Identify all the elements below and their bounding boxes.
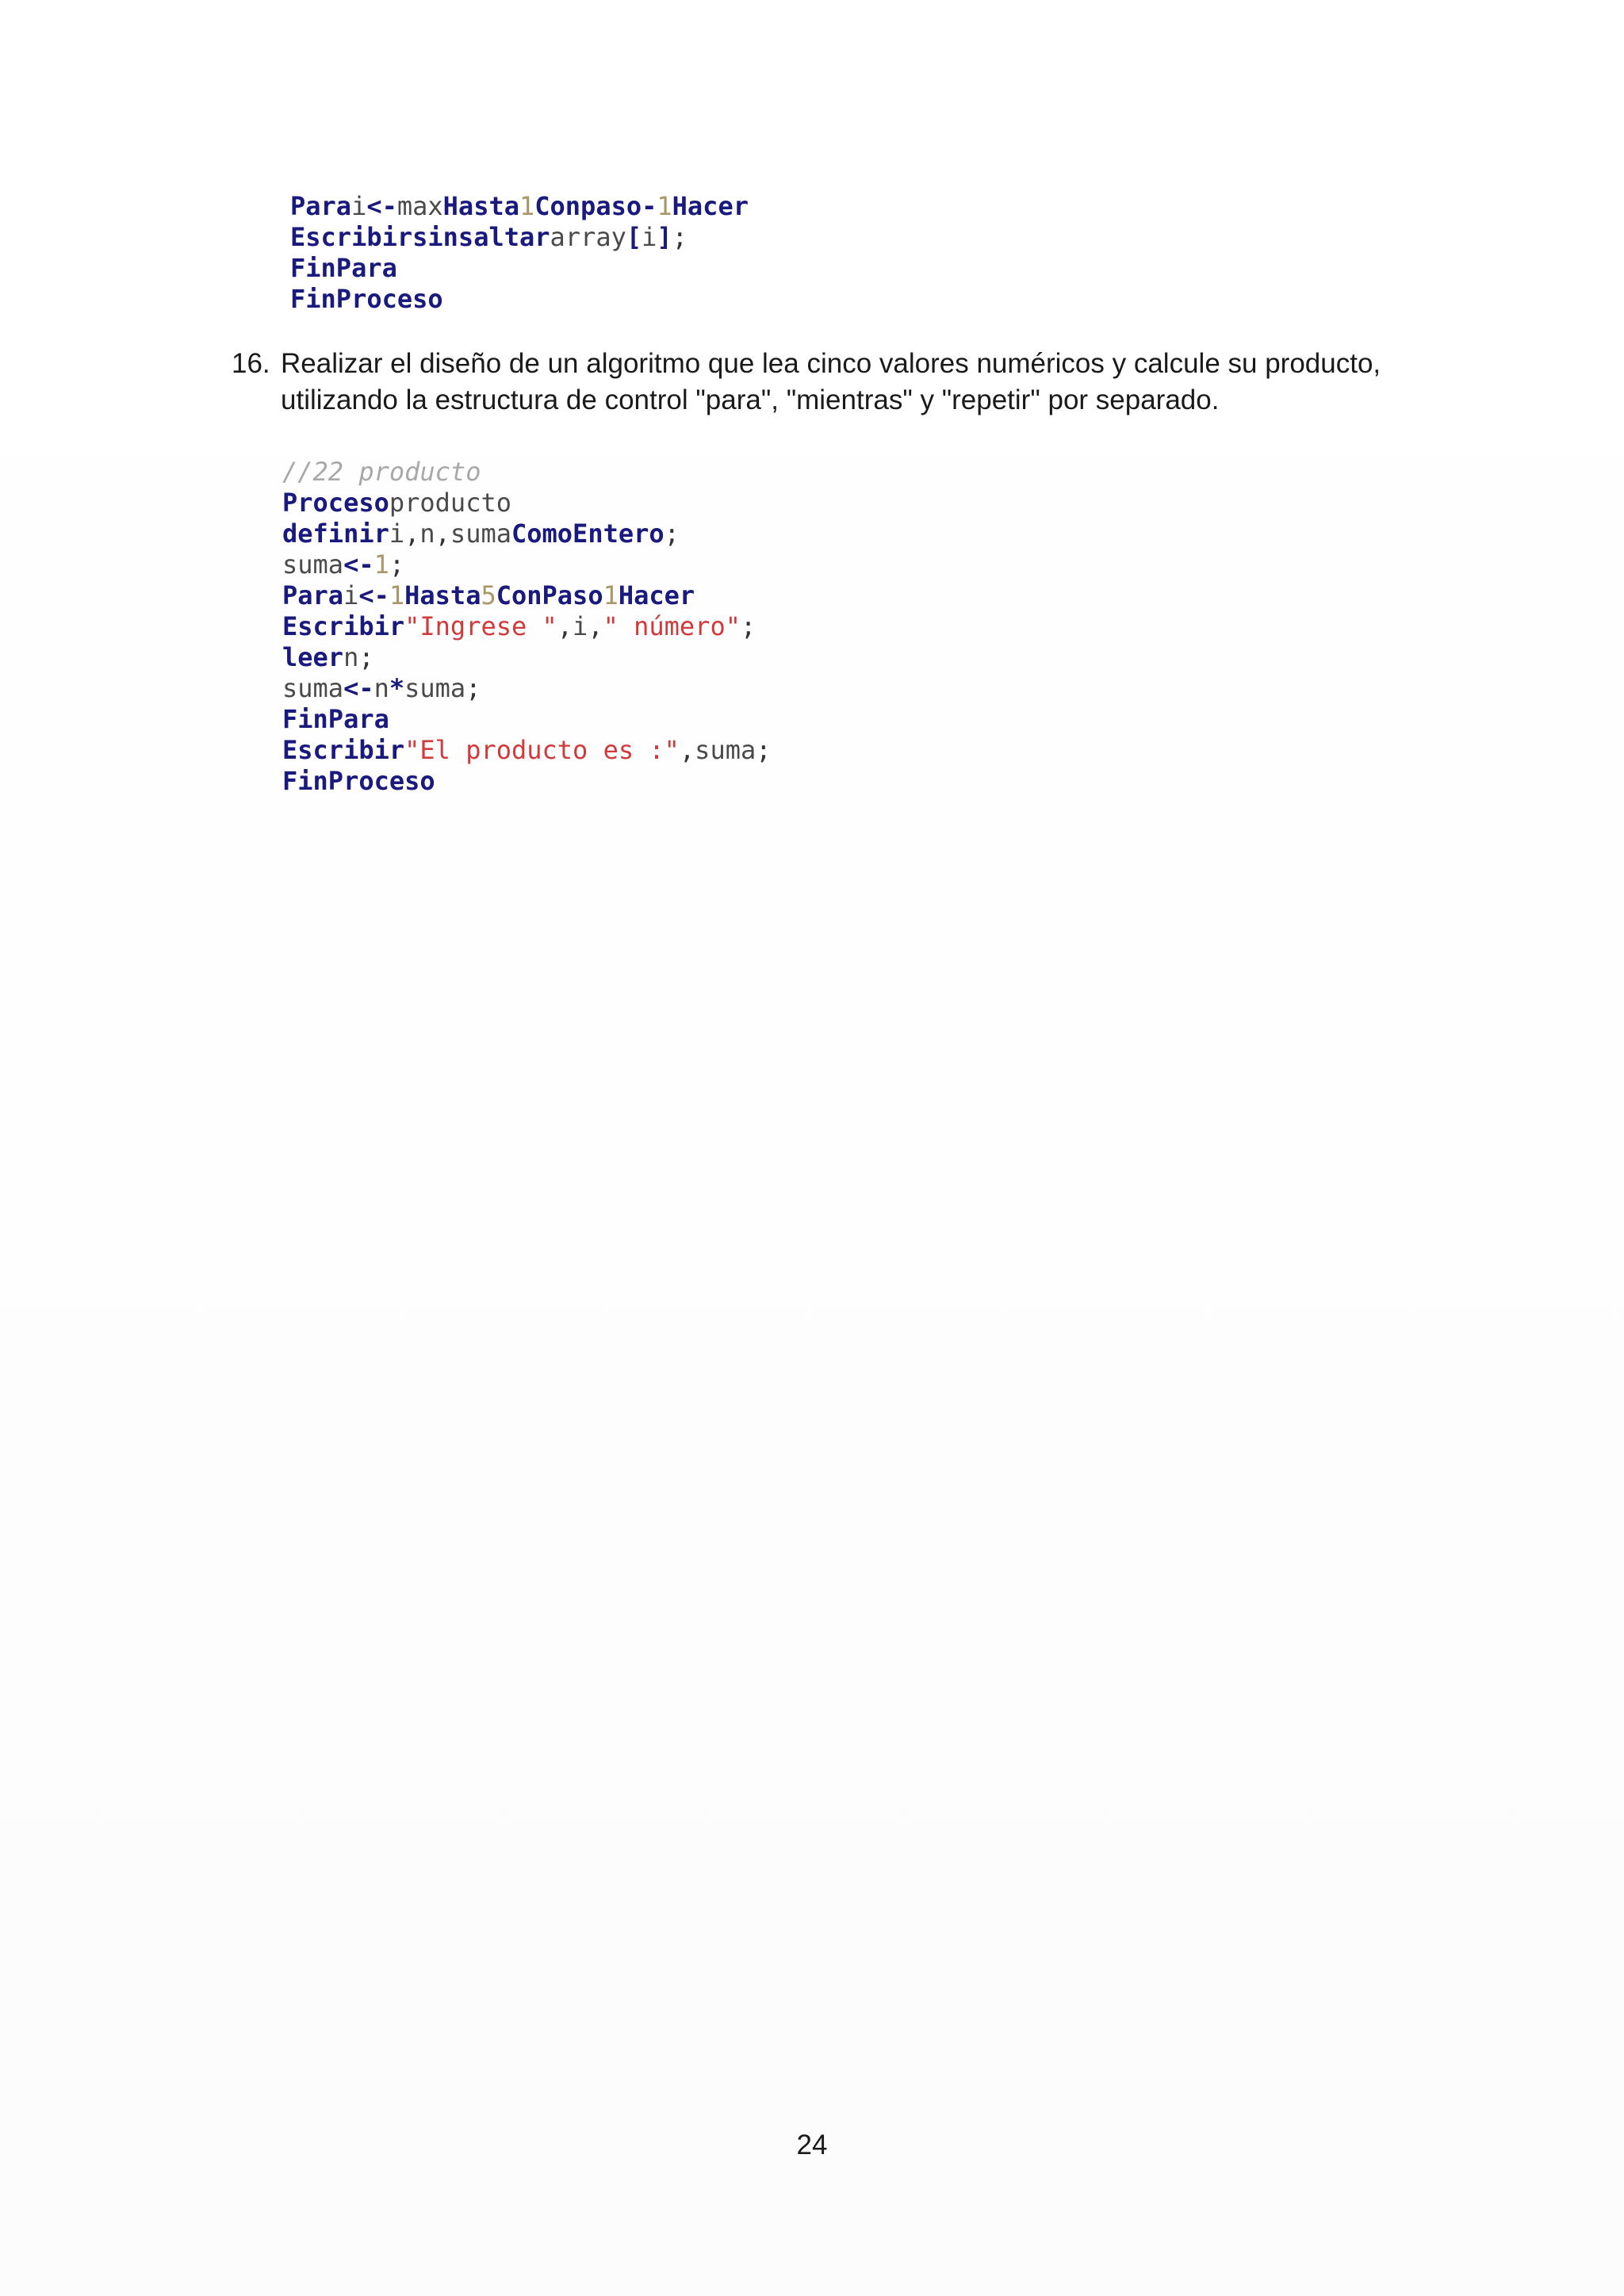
code-token: FinPara	[282, 704, 389, 734]
code-line	[282, 519, 772, 549]
code-line	[282, 580, 772, 611]
code-token: <-	[343, 549, 374, 580]
code-token: Proceso	[282, 488, 389, 518]
code-token: ,	[588, 611, 603, 641]
code-token: Hasta	[442, 191, 519, 221]
code-token: FinProceso	[282, 766, 435, 796]
code-token: Conpaso	[534, 191, 642, 221]
code-token: producto	[389, 488, 511, 518]
code-token: //22 producto	[282, 457, 481, 487]
code-token: ]	[657, 222, 672, 252]
code-token: suma	[282, 549, 344, 580]
code-token: [	[626, 222, 642, 252]
code-token: Para	[282, 580, 344, 610]
code-token: "Ingrese "	[404, 611, 557, 641]
code-token: Hacer	[618, 580, 695, 610]
code-line	[282, 457, 772, 488]
code-line	[290, 253, 749, 284]
code-token: i	[573, 611, 588, 641]
code-token: ;	[465, 673, 481, 703]
code-line	[290, 284, 749, 315]
code-token: i	[642, 222, 657, 252]
code-token: Escribir	[282, 735, 405, 765]
code-line	[282, 642, 772, 673]
code-token: " número"	[603, 611, 741, 641]
code-token: "El producto es :"	[404, 735, 680, 765]
code-token: i	[351, 191, 367, 221]
code-token: ComoEntero	[511, 519, 665, 549]
code-token: ;	[672, 222, 688, 252]
code-token: i	[389, 519, 405, 549]
code-token: Hasta	[404, 580, 481, 610]
code-token: n	[343, 642, 359, 672]
question-text	[281, 346, 1405, 419]
code-token: 5	[481, 580, 496, 610]
code-line	[282, 673, 772, 704]
code-token: 1	[373, 549, 389, 580]
code-block-top	[290, 191, 749, 315]
code-token: <-	[343, 673, 374, 703]
code-token: ,	[404, 519, 420, 549]
code-token: ;	[389, 549, 405, 580]
code-line	[282, 735, 772, 766]
code-token: ;	[664, 519, 680, 549]
code-token: ConPaso	[496, 580, 603, 610]
code-token: suma	[282, 673, 344, 703]
code-token: definir	[282, 519, 389, 549]
code-token: ,	[557, 611, 573, 641]
question-text-line-1: Realizar el diseño de un algoritmo que lea cinco valores numéricos y calcule su producto,	[281, 348, 1381, 379]
code-token: ;	[358, 642, 374, 672]
page-number: 24	[796, 2130, 828, 2160]
code-token: 1	[519, 191, 535, 221]
question-text-line-2: utilizando la estructura de control "para", "mientras" y "repetir" por separado.	[281, 385, 1220, 415]
code-token: suma	[695, 735, 756, 765]
code-token: i	[343, 580, 359, 610]
code-token: leer	[282, 642, 344, 672]
code-token: *	[389, 673, 405, 703]
code-token: 1	[389, 580, 405, 610]
code-token: <-	[358, 580, 389, 610]
question-number: 16.	[232, 348, 270, 379]
code-token: array	[550, 222, 626, 252]
code-line	[290, 222, 749, 253]
code-token: ,	[435, 519, 450, 549]
code-line	[282, 704, 772, 735]
code-token: max	[396, 191, 443, 221]
code-token: n	[419, 519, 435, 549]
code-token: -	[642, 191, 657, 221]
code-line	[282, 611, 772, 642]
code-token: FinProceso	[290, 284, 443, 314]
code-token: 1	[657, 191, 672, 221]
code-token: n	[373, 673, 389, 703]
code-token: FinPara	[290, 253, 397, 283]
code-token: 1	[603, 580, 619, 610]
code-token: suma	[404, 673, 466, 703]
code-line	[282, 549, 772, 580]
code-token: ;	[756, 735, 772, 765]
code-token: <-	[366, 191, 397, 221]
code-line	[282, 766, 772, 797]
code-token: ;	[740, 611, 756, 641]
code-token: Escribir	[282, 611, 405, 641]
code-token: Para	[290, 191, 352, 221]
code-block-producto	[282, 457, 772, 797]
code-token: suma	[450, 519, 511, 549]
code-token: Hacer	[672, 191, 749, 221]
code-token: ,	[679, 735, 695, 765]
code-line	[282, 488, 772, 519]
code-line	[290, 191, 749, 222]
code-token: Escribirsinsaltar	[290, 222, 550, 252]
